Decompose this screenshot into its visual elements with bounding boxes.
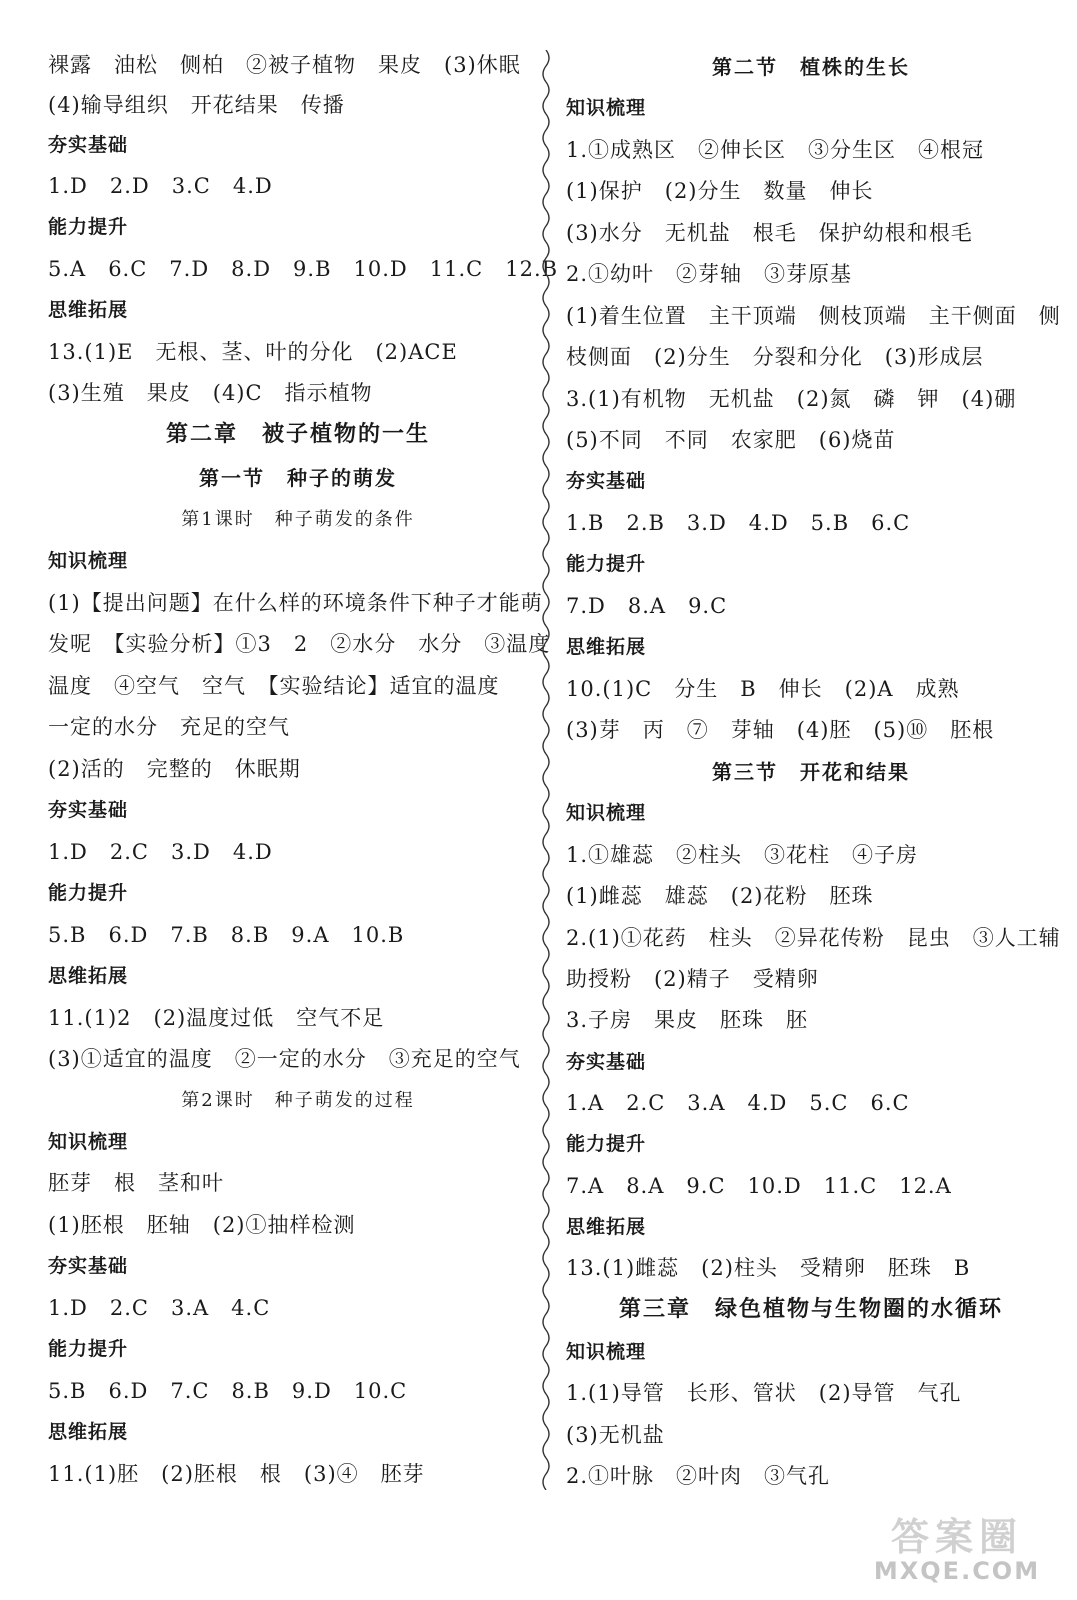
answer-line: 1.A 2.C 3.A 4.D 5.C 6.C	[566, 1091, 910, 1115]
watermark-url: MXQE.COM	[873, 1557, 1041, 1585]
section-title: 第三节 开花和结果	[712, 760, 910, 784]
subsection-heading: 能力提升	[48, 216, 129, 238]
answer-line: 10.(1)C 分生 B 伸长 (2)A 成熟	[566, 677, 960, 701]
text-line: 温度 ④空气 空气 【实验结论】适宜的温度	[48, 674, 500, 698]
text-line: 一定的水分 充足的空气	[48, 715, 290, 739]
text-line: (1)【提出问题】在什么样的环境条件下种子才能萌	[48, 591, 543, 615]
text-line: (1)着生位置 主干顶端 侧枝顶端 主干侧面 侧	[566, 304, 1061, 328]
text-line: (1)保护 (2)分生 数量 伸长	[566, 179, 874, 203]
subsection-heading: 思维拓展	[566, 1216, 647, 1238]
answer-line: 11.(1)2 (2)温度过低 空气不足	[48, 1006, 385, 1030]
subsection-heading: 思维拓展	[48, 299, 129, 321]
subsection-heading: 夯实基础	[566, 470, 647, 492]
text-line: 发呢 【实验分析】①3 2 ②水分 水分 ③温度	[48, 632, 551, 656]
answer-line: (3)生殖 果皮 (4)C 指示植物	[48, 381, 373, 405]
subsection-heading: 思维拓展	[48, 965, 129, 987]
watermark-logo	[857, 1516, 1057, 1586]
text-line: 裸露 油松 侧柏 ②被子植物 果皮 (3)休眠	[48, 53, 521, 77]
answer-line: 13.(1)雌蕊 (2)柱头 受精卵 胚珠 B	[566, 1256, 971, 1280]
text-line: (2)活的 完整的 休眠期	[48, 757, 301, 781]
answer-line: 1.D 2.C 3.D 4.D	[48, 840, 273, 864]
subsection-heading: 能力提升	[48, 882, 129, 904]
answer-line: 1.D 2.C 3.A 4.C	[48, 1296, 271, 1320]
subsection-heading: 知识梳理	[566, 97, 647, 119]
subsection-heading: 夯实基础	[48, 799, 129, 821]
chapter-title: 第三章 绿色植物与生物圈的水循环	[618, 1297, 1003, 1322]
subsection-heading: 知识梳理	[48, 550, 129, 572]
subsection-heading: 知识梳理	[48, 1131, 129, 1153]
text-line: 2.①叶脉 ②叶肉 ③气孔	[566, 1464, 831, 1488]
subsection-heading: 思维拓展	[48, 1421, 129, 1443]
answer-line: 7.A 8.A 9.C 10.D 11.C 12.A	[566, 1174, 952, 1198]
text-line: (5)不同 不同 农家肥 (6)烧苗	[566, 428, 896, 452]
answer-line: 5.A 6.C 7.D 8.D 9.B 10.D 11.C 12.B	[48, 257, 559, 281]
answer-line: (3)芽 丙 ⑦ 芽轴 (4)胚 (5)⑩ 胚根	[566, 718, 995, 742]
wavy-column-divider	[536, 50, 556, 1490]
subsection-heading: 能力提升	[566, 1133, 647, 1155]
text-line: 1.(1)导管 长形、管状 (2)导管 气孔	[566, 1381, 962, 1405]
text-line: (3)水分 无机盐 根毛 保护幼根和根毛	[566, 221, 973, 245]
subsection-heading: 知识梳理	[566, 1341, 647, 1363]
lesson-title: 第1课时 种子萌发的条件	[181, 509, 415, 530]
text-line: (1)胚根 胚轴 (2)①抽样检测	[48, 1213, 356, 1237]
text-line: 枝侧面 (2)分生 分裂和分化 (3)形成层	[566, 345, 984, 369]
text-line: (4)输导组织 开花结果 传播	[48, 93, 345, 117]
chapter-title: 第二章 被子植物的一生	[165, 422, 430, 447]
watermark-title: 答案圈	[890, 1515, 1023, 1559]
text-line: 3.(1)有机物 无机盐 (2)氮 磷 钾 (4)硼	[566, 387, 1017, 411]
answer-line: 1.D 2.D 3.C 4.D	[48, 174, 273, 198]
text-line: 3.子房 果皮 胚珠 胚	[566, 1008, 809, 1032]
answer-line: 7.D 8.A 9.C	[566, 594, 728, 618]
answer-line: 11.(1)胚 (2)胚根 根 (3)④ 胚芽	[48, 1462, 425, 1486]
text-line: 2.①幼叶 ②芽轴 ③芽原基	[566, 262, 853, 286]
text-line: 助授粉 (2)精子 受精卵	[566, 967, 819, 991]
lesson-title: 第2课时 种子萌发的过程	[181, 1090, 415, 1111]
subsection-heading: 夯实基础	[48, 1255, 129, 1277]
text-line: 2.(1)①花药 柱头 ②异花传粉 昆虫 ③人工辅	[566, 926, 1061, 950]
text-line: 1.①成熟区 ②伸长区 ③分生区 ④根冠	[566, 138, 985, 162]
answer-line: 13.(1)E 无根、茎、叶的分化 (2)ACE	[48, 340, 458, 364]
text-line: (3)无机盐	[566, 1423, 665, 1447]
subsection-heading: 知识梳理	[566, 802, 647, 824]
subsection-heading: 夯实基础	[48, 134, 129, 156]
subsection-heading: 夯实基础	[566, 1051, 647, 1073]
answer-line: 5.B 6.D 7.C 8.B 9.D 10.C	[48, 1379, 408, 1403]
section-title: 第一节 种子的萌发	[199, 466, 397, 490]
answer-line: (3)①适宜的温度 ②一定的水分 ③充足的空气	[48, 1047, 521, 1071]
text-line: 1.①雄蕊 ②柱头 ③花柱 ④子房	[566, 843, 919, 867]
subsection-heading: 思维拓展	[566, 636, 647, 658]
answer-line: 1.B 2.B 3.D 4.D 5.B 6.C	[566, 511, 911, 535]
subsection-heading: 能力提升	[48, 1338, 129, 1360]
section-title: 第二节 植株的生长	[712, 55, 910, 79]
answer-line: 5.B 6.D 7.B 8.B 9.A 10.B	[48, 923, 405, 947]
subsection-heading: 能力提升	[566, 553, 647, 575]
text-line: (1)雌蕊 雄蕊 (2)花粉 胚珠	[566, 884, 874, 908]
text-line: 胚芽 根 茎和叶	[48, 1171, 224, 1195]
